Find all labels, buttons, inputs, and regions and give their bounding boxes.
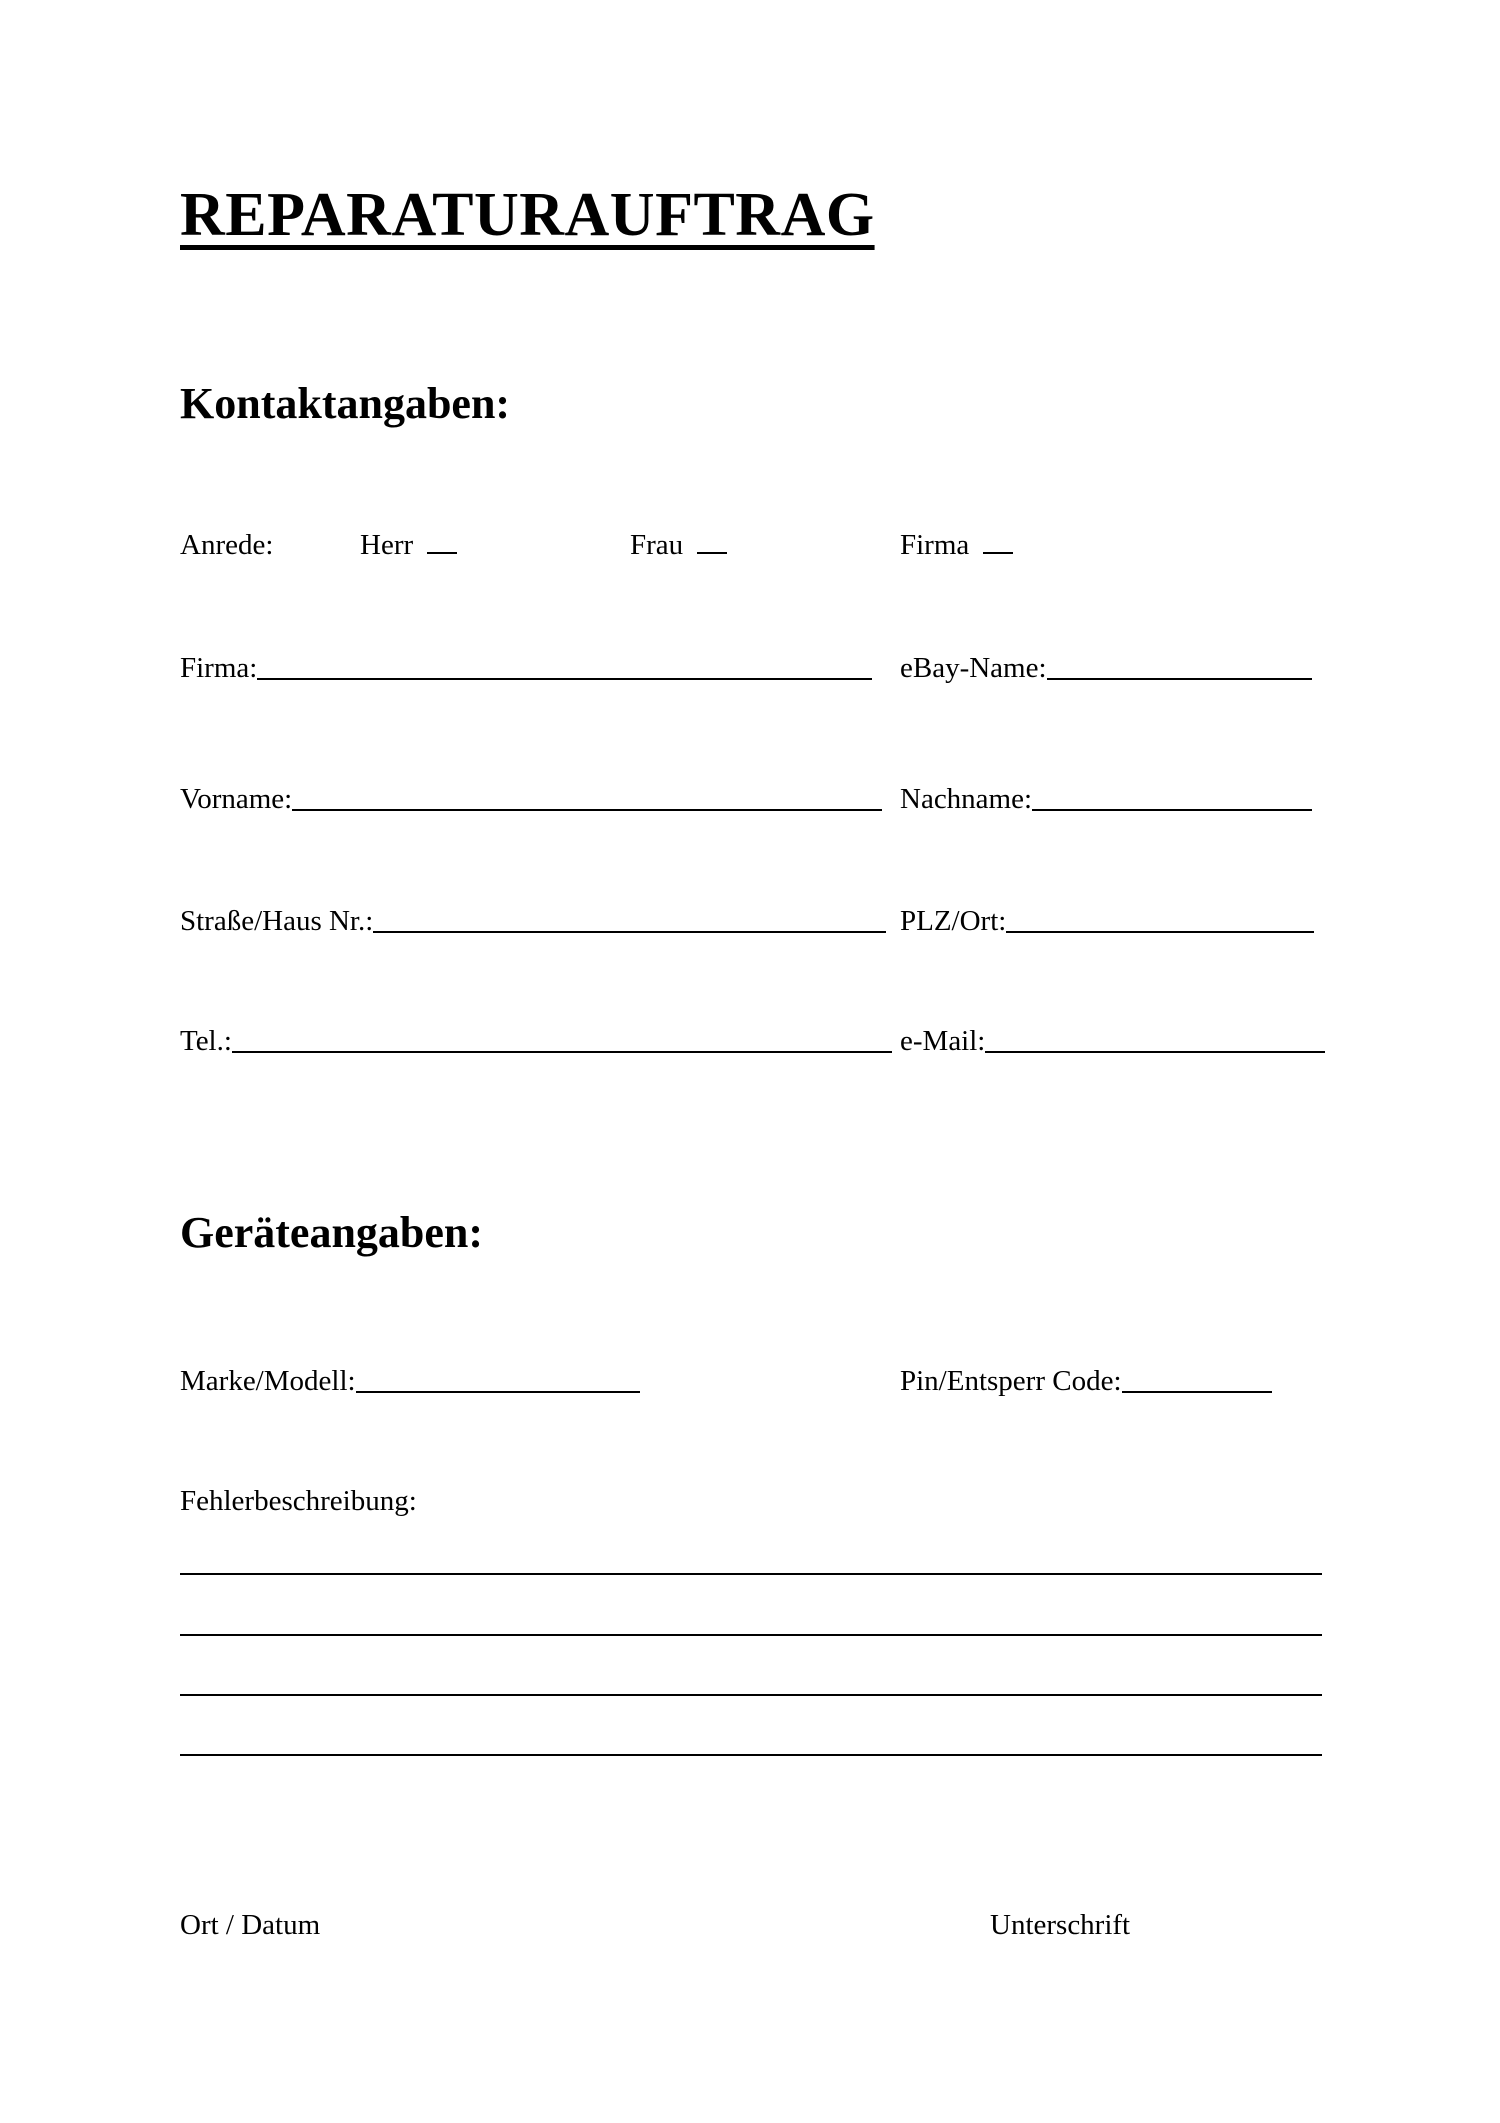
salutation-option-label: Firma: [900, 529, 970, 561]
first-name-input-line[interactable]: [292, 809, 882, 811]
signature-label: Unterschrift: [990, 1909, 1131, 1941]
pin-code-field[interactable]: [900, 1363, 1272, 1399]
ebay-name-input-line[interactable]: [1047, 678, 1312, 680]
brand-model-input-line[interactable]: [356, 1391, 640, 1393]
phone-field[interactable]: [180, 1023, 892, 1059]
email-input-line[interactable]: [985, 1051, 1325, 1053]
last-name-input-line[interactable]: [1032, 809, 1312, 811]
salutation-option-frau[interactable]: [630, 527, 727, 563]
salutation-label: Anrede:: [180, 529, 274, 561]
company-label: Firma:: [180, 652, 258, 684]
first-name-label: Vorname:: [180, 783, 293, 815]
salutation-option-herr[interactable]: [360, 527, 457, 563]
error-description-line[interactable]: [180, 1694, 1322, 1696]
company-input-line[interactable]: [257, 678, 872, 680]
first-name-field[interactable]: [180, 781, 882, 817]
ebay-name-label: eBay-Name:: [900, 652, 1047, 684]
brand-model-label: Marke/Modell:: [180, 1365, 356, 1397]
email-field[interactable]: [900, 1023, 1325, 1059]
document-title: REPARATURAUFTRAG: [180, 181, 875, 249]
salutation-checkbox-line[interactable]: [983, 552, 1013, 554]
error-description-line[interactable]: [180, 1754, 1322, 1756]
place-date-label: Ort / Datum: [180, 1909, 321, 1941]
salutation-option-label: Frau: [630, 529, 684, 561]
last-name-label: Nachname:: [900, 783, 1033, 815]
zip-city-field[interactable]: [900, 903, 1314, 939]
zip-city-label: PLZ/Ort:: [900, 905, 1007, 937]
error-description-label: Fehlerbeschreibung:: [180, 1485, 417, 1517]
zip-city-input-line[interactable]: [1006, 931, 1314, 933]
street-field[interactable]: [180, 903, 886, 939]
ebay-name-field[interactable]: [900, 650, 1312, 686]
salutation-option-firma[interactable]: [900, 527, 1013, 563]
salutation-checkbox-line[interactable]: [697, 552, 727, 554]
street-label: Straße/Haus Nr.:: [180, 905, 374, 937]
company-field[interactable]: [180, 650, 872, 686]
error-description-line[interactable]: [180, 1634, 1322, 1636]
brand-model-field[interactable]: [180, 1363, 640, 1399]
phone-label: Tel.:: [180, 1025, 232, 1057]
salutation-option-label: Herr: [360, 529, 414, 561]
salutation-checkbox-line[interactable]: [427, 552, 457, 554]
email-label: e-Mail:: [900, 1025, 986, 1057]
device-section-heading: Geräteangaben:: [180, 1208, 484, 1257]
street-input-line[interactable]: [373, 931, 886, 933]
pin-code-label: Pin/Entsperr Code:: [900, 1365, 1122, 1397]
error-description-line[interactable]: [180, 1573, 1322, 1575]
phone-input-line[interactable]: [232, 1051, 892, 1053]
pin-code-input-line[interactable]: [1122, 1391, 1272, 1393]
contact-section-heading: Kontaktangaben:: [180, 379, 511, 428]
last-name-field[interactable]: [900, 781, 1312, 817]
